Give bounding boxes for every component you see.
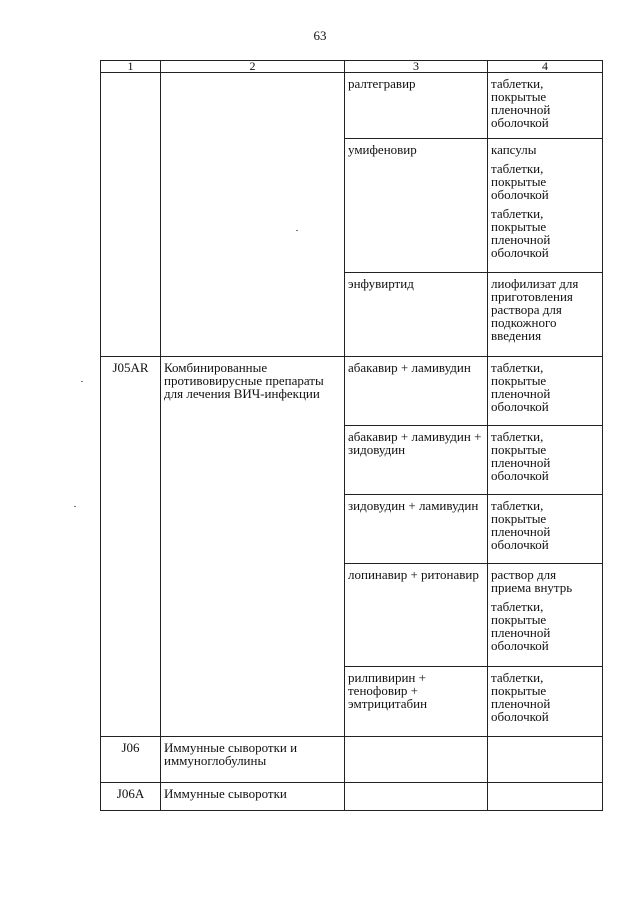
substance-cell	[345, 783, 488, 811]
dosage-form: таблетки, покрытые пленочной оболочкой	[491, 206, 551, 260]
dosage-form-cell	[488, 667, 603, 737]
drug-table	[100, 60, 603, 811]
atc-code-cell: J06A	[101, 783, 161, 811]
scan-speck	[74, 506, 76, 507]
table-row	[101, 357, 603, 426]
dosage-form: таблетки, покрытые пленочной оболочкой	[491, 599, 551, 653]
dosage-form-cell	[488, 73, 603, 139]
substance-cell: абакавир + ламивудин	[345, 357, 488, 426]
dosage-form-cell	[488, 426, 603, 495]
substance-cell: умифеновир	[345, 139, 488, 273]
substance-cell: лопинавир + ритонавир	[345, 564, 488, 667]
dosage-form-cell	[488, 783, 603, 811]
table-row	[101, 737, 603, 783]
atc-code-cell: J05AR	[101, 357, 161, 737]
dosage-form: таблетки, покрытые пленочной оболочкой	[491, 360, 551, 414]
dosage-form: таблетки, покрытые пленочной оболочкой	[491, 429, 551, 483]
atc-code-cell	[101, 73, 161, 357]
dosage-form: таблетки, покрытые пленочной оболочкой	[491, 670, 551, 724]
dosage-form-cell	[488, 273, 603, 357]
column-header: 4	[488, 61, 603, 73]
dosage-form: таблетки, покрытые пленочной оболочкой	[491, 76, 551, 130]
dosage-form: лиофилизат для приготовления раствора для подкожного введения	[491, 276, 579, 343]
page-number: 63	[313, 28, 327, 43]
dosage-form-cell	[488, 737, 603, 783]
dosage-form: таблетки, покрытые оболочкой	[491, 161, 549, 202]
dosage-form: раствор для приема внутрь	[491, 567, 573, 595]
dosage-form-cell	[488, 357, 603, 426]
group-name-cell	[161, 73, 345, 357]
group-name-cell: Иммунные сыворотки и иммуноглобулины	[161, 737, 345, 783]
substance-cell: энфувиртид	[345, 273, 488, 357]
substance-cell: зидовудин + ламивудин	[345, 495, 488, 564]
atc-code-cell: J06	[101, 737, 161, 783]
scan-speck	[296, 230, 298, 231]
dosage-form-cell	[488, 139, 603, 273]
group-name-cell: Иммунные сыворотки	[161, 783, 345, 811]
header-row	[101, 61, 603, 73]
dosage-form-cell	[488, 495, 603, 564]
dosage-form: капсулы	[491, 142, 537, 157]
table-row	[101, 73, 603, 139]
substance-cell: рилпивирин + тенофовир + эмтрицитабин	[345, 667, 488, 737]
column-header: 2	[161, 61, 345, 73]
dosage-form: таблетки, покрытые пленочной оболочкой	[491, 498, 551, 552]
substance-cell: абакавир + ламивудин + зидовудин	[345, 426, 488, 495]
scan-speck	[81, 381, 83, 382]
substance-cell	[345, 737, 488, 783]
dosage-form-cell	[488, 564, 603, 667]
column-header: 1	[101, 61, 161, 73]
column-header: 3	[345, 61, 488, 73]
group-name-cell: Комбинированные противовирусные препараты для лечения ВИЧ-инфекции	[161, 357, 345, 737]
substance-cell: ралтегравир	[345, 73, 488, 139]
table-row	[101, 783, 603, 811]
